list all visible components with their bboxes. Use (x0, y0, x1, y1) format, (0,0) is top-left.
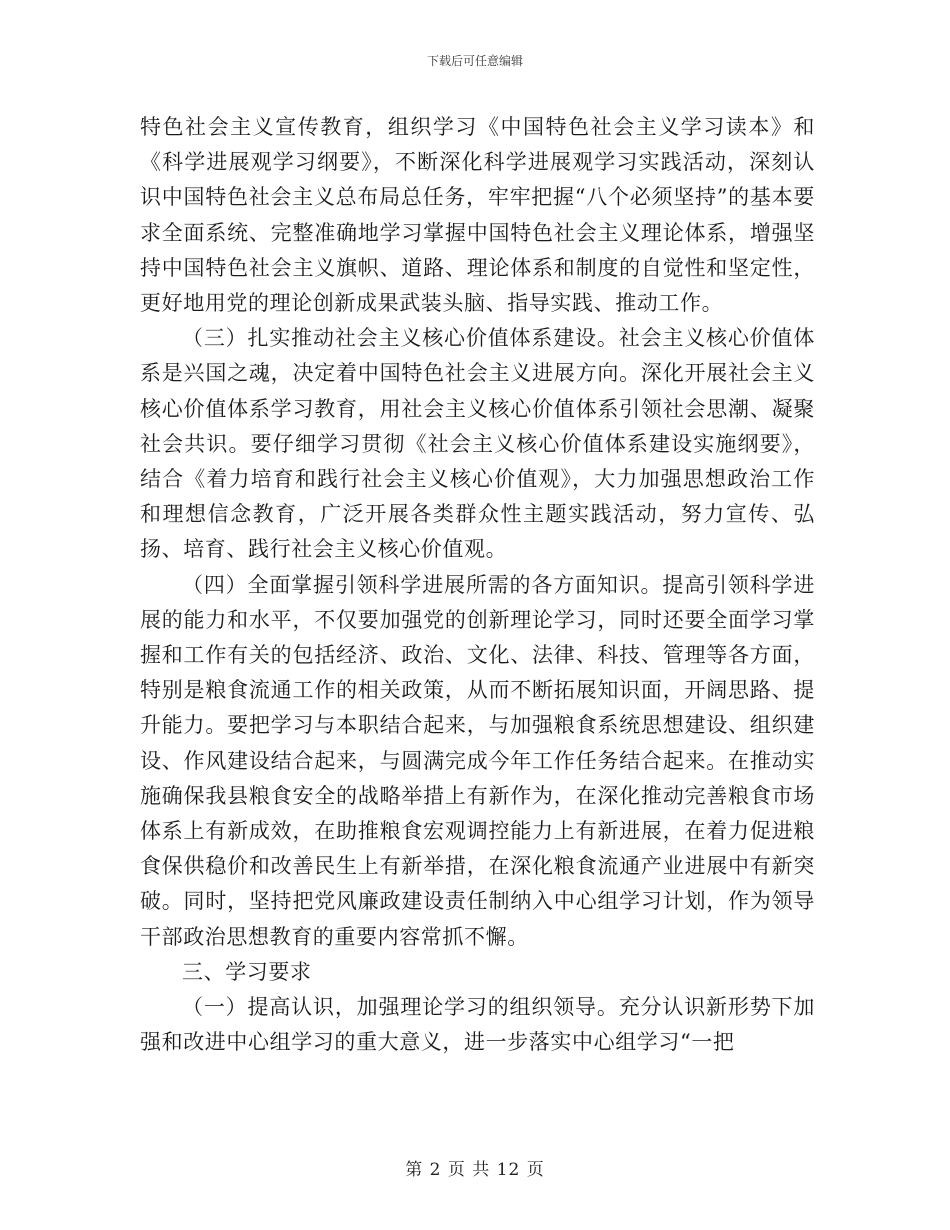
page-number: 第 2 页 共 12 页 (405, 1160, 545, 1180)
paragraph-section-4: （四）全面掌握引领科学进展所需的各方面知识。提高引领科学进展的能力和水平，不仅要加强党的创新理论学习，同时还要全面学习掌握和工作有关的包括经济、政治、文化、法律、科技、管理等各方面，特别是粮食流通工作的相关政策，从而不断拓展知识面，开阔思路、提升能力。要把学习与本职结合起来，与加强粮食系统思想建设、组织建设、作风建设结合起来，与圆满完成今年工作任务结合起来。在推动实施确保我县粮食安全的战略举措上有新作为，在深化推动完善粮食市场体系上有新成效，在助推粮食宏观调控能力上有新进展，在着力促进粮食保供稳价和改善民生上有新举措，在深化粮食流通产业进展中有新突破。同时，坚持把党风廉政建设责任制纳入中心组学习计划，作为领导干部政治思想教育的重要内容常抓不懈。 (140, 572, 815, 949)
page-header: 下载后可任意编辑 (426, 54, 523, 68)
paragraph-section-3: （三）扎实推动社会主义核心价值体系建设。社会主义核心价值体系是兴国之魂，决定着中国特色社会主义进展方向。深化开展社会主义核心价值体系学习教育，用社会主义核心价值体系引领社会思潮、凝聚社会共识。要仔细学习贯彻《社会主义核心价值体系建设实施纲要》，结合《着力培育和践行社会主义核心价值观》，大力加强思想政治工作和理想信念教育，广泛开展各类群众性主题实践活动，努力宣传、弘扬、培育、践行社会主义核心价值观。 (140, 326, 815, 562)
document-body (140, 110, 815, 1060)
paragraph-requirement-1: （一）提高认识，加强理论学习的组织领导。充分认识新形势下加强和改进中心组学习的重大意义，进一步落实中心组学习“一把 (140, 995, 815, 1055)
heading-study-requirements: 三、学习要求 (182, 959, 312, 984)
paragraph-continuation: 特色社会主义宣传教育，组织学习《中国特色社会主义学习读本》和《科学进展观学习纲要》，不断深化科学进展观学习实践活动，深刻认识中国特色社会主义总布局总任务，牢牢把握“八个必须坚持”的基本要求全面系统、完整准确地学习掌握中国特色社会主义理论体系，增强坚持中国特色社会主义旗帜、道路、理论体系和制度的自觉性和坚定性，更好地用党的理论创新成果武装头脑、指导实践、推动工作。 (140, 115, 815, 316)
